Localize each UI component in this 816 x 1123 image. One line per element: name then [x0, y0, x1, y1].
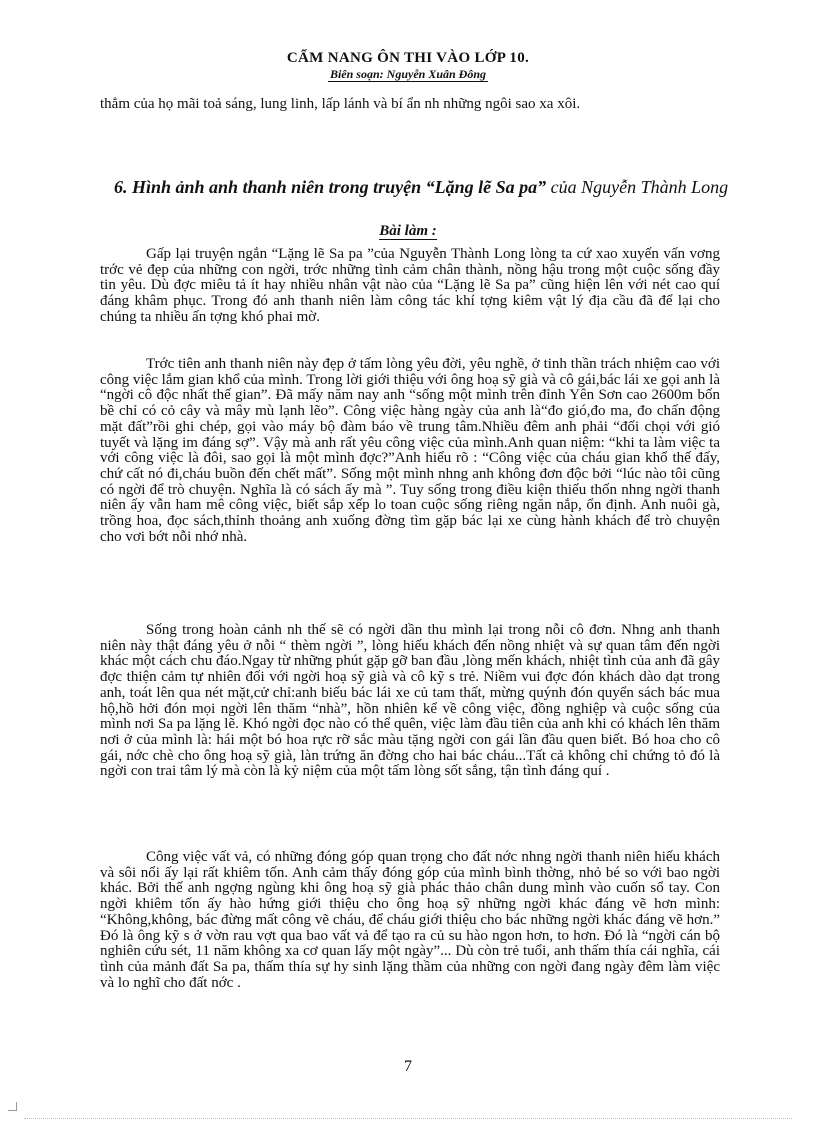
paragraph-4-text: Công việc vất vả, có những đóng góp quan trọng cho đất nớc nhng ngời thanh niên hiếu khách và sôi nổi ấy lại rất khiêm tốn. Anh cảm thấy đóng góp của mình bình thờng, nhỏ bé so với bao ngời khác. Bởi thế anh ngợng ngùng khi ông hoạ sỹ già phác thảo chân dung mình vào cuốn sổ tay. Con ngời khiêm tốn ấy hào hứng giới thiệu cho ông hoạ sỹ những ngời khác đáng vẽ hơn mình: “Không,không, bác đừng mất công vẽ cháu, để cháu giới thiệu cho bác những ngời khác đáng vẽ hơn.” Đó là ông kỹ s ở vờn rau vợt qua bao vất vả để tạo ra củ su hào ngon hơn, to hơn. Đó là “ngời cán bộ nghiên cứu sét, 11 năm không xa cơ quan lấy một ngày”... Dù còn trẻ tuổi, anh thấm thía cái nghĩa, cái tình của mảnh đất Sa pa, thấm thía sự hy sinh lặng thầm của những con ngời đang ngày đêm làm việc và lo nghĩ cho đất nớc .	[100, 849, 720, 991]
section-heading-main: 6. Hình ảnh anh thanh niên trong truyện “Lặng lẽ Sa pa”	[114, 177, 547, 197]
section-heading	[100, 176, 740, 198]
paragraph-3-text: Sống trong hoàn cảnh nh thế sẽ có ngời dần thu mình lại trong nỗi cô đơn. Nhng anh thanh niên này thật đáng yêu ở nỗi “ thèm ngời ”, lòng hiếu khách đến nồng nhiệt và sự quan tâm đến ngời khác một cách chu đáo.Ngay từ những phút gặp gỡ ban đầu ,lòng mến khách, nhiệt tình của anh đã gây đợc thiện cảm tự nhiên đối với ngời hoạ sỹ già và cô kỹ s trẻ. Niềm vui đợc đón khách dào dạt trong anh, toát lên qua nét mặt,cử chỉ:anh biếu bác lái xe củ tam thất, mừng quýnh đón quyển sách bác mua hộ,hồ hởi đón mọi ngời lên thăm “nhà”, hồn nhiên kể về công việc, đồng nghiệp và cuộc sống của mình nơi Sa pa lặng lẽ. Khó ngời đọc nào có thể quên, việc làm đầu tiên của anh khi có khách lên thăm nơi ở của mình là: hái một bó hoa rực rỡ sắc màu tặng ngời con gái lần đầu quen biết. Bó hoa cho cô gái, nớc chè cho ông hoạ sỹ già, làn trứng ăn đờng cho hai bác cháu...Tất cả không chỉ chứng tỏ đó là ngời con trai tâm lý mà còn là kỷ niệm của một tấm lòng sốt sắng, tận tình đáng quí .	[100, 622, 720, 780]
header-author	[0, 67, 816, 81]
bai-lam-label	[0, 223, 816, 240]
bai-lam-text: Bài làm :	[379, 223, 437, 239]
page-corner-mark	[8, 1102, 17, 1111]
paragraph-4	[100, 850, 720, 991]
intro-paragraph: thẳm của họ mãi toả sáng, lung linh, lấp lánh và bí ẩn nh những ngôi sao xa xôi.	[100, 96, 581, 112]
paragraph-3	[100, 623, 720, 780]
paragraph-1	[100, 247, 720, 326]
paragraph-2	[100, 357, 720, 545]
paragraph-2-text: Trớc tiên anh thanh niên này đẹp ở tấm lòng yêu đời, yêu nghề, ở tinh thần trách nhiệm cao với công việc lắm gian khổ của mình. Trong lời giới thiệu với ông hoạ sỹ già và cô gái,bác lái xe gọi anh là “ngời cô độc nhất thế gian”. Đã mấy năm nay anh “sống một mình trên đỉnh Yên Sơn cao 2600m bốn bề chỉ có cỏ cây và mây mù lạnh lẽo”. Công việc hàng ngày của anh là“đo gió,đo ma, đo chấn động mặt đất”rồi ghi chép, gọi vào máy bộ đàm báo về trung tâm.Nhiều đêm anh phải “đối chọi với gió tuyết và lặng im đáng sợ”. Vậy mà anh rất yêu công việc của mình.Anh quan niệm: “khi ta làm việc ta với công việc là đôi, sao gọi là một mình đợc?”Anh hiểu rõ : “Công việc của cháu gian khổ thế đấy, chứ cất nó đi,cháu buồn đến chết mất”. Sống một mình nhng anh không đơn độc bởi “lúc nào tôi cũng có ngời để trò chuyện. Nghĩa là có sách ấy mà ”. Tuy sống trong điều kiện thiếu thốn nhng ngời thanh niên ấy vẫn ham mê công việc, biết sắp xếp lo toan cuộc sống riêng ngăn nắp, ổn định. Anh nuôi gà, trồng hoa, đọc sách,thỉnh thoảng anh xuống đờng tìm gặp bác lại xe cùng hành khách để trò chuyện cho vơi bớt nỗi nhớ nhà.	[100, 356, 720, 545]
page-number: 7	[404, 1058, 412, 1075]
section-heading-tail: của Nguyễn Thành Long	[546, 177, 729, 197]
paragraph-1-text: Gấp lại truyện ngắn “Lặng lẽ Sa pa ”của Nguyễn Thành Long lòng ta cứ xao xuyến vấn vơng trớc vẻ đẹp của những con ngời, trớc những tình cảm chân thành, nồng hậu trong một cuộc sống đầy tin yêu. Dù đợc miêu tả ít hay nhiều nhân vật nào của “Lặng lẽ Sa pa” cũng hiện lên với nét cao quí đáng khâm phục. Trong đó anh thanh niên làm công tác khí tợng kiêm vật lý địa cầu đã để lại cho chúng ta nhiều ấn tợng khó phai mờ.	[100, 246, 720, 325]
header-title: CẨM NANG ÔN THI VÀO LỚP 10.	[286, 50, 530, 66]
header-author-text: Biên soạn: Nguyễn Xuân Đông	[329, 67, 487, 81]
page-bottom-divider	[24, 1118, 792, 1119]
